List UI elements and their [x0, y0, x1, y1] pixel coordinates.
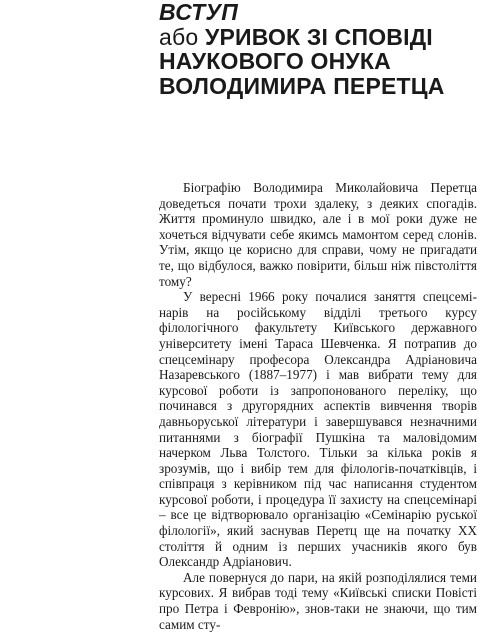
body-text [159, 180, 477, 632]
chapter-heading [159, 0, 479, 98]
paragraph: Але повернуся до пари, на якій розподілялися теми курсових. Я вибрав тоді тему «Київські списки Повісті про Петра і Февронію», знов-таки не знаючи, що тим самим сту- [159, 569, 477, 632]
subtitle-main: УРИВОК ЗІ СПОВІДІ [204, 23, 433, 50]
paragraph: Біографію Володимира Миколайовича Перетца доведеться почати трохи здалеку, з деяких спогадів. Життя проминуло швидко, але і в мої роки дуже не хочеться відчувати себе якимсь мамонтом серед слонів. Утім, якщо це корисно для справи, чому не пригадати те, що відбулося, важко повірити, більш ніж півстоліття тому? [159, 180, 477, 289]
paragraph: У вересні 1966 року почалися заняття спецсемінарів на російському відділі третього курсу філологічного факультету Київського державного університету імені Тараса Шевченка. Я потрапив до спецсемінару професора Олександра Адріановича Назаревського (1887–1977) і мав вибрати тему для курсової роботи із запропонованого переліку, що починався з другорядних аспектів вивчення творів давньоруської літератури і завершувався незначними питаннями з біографії Пушкіна та маловідомим начерком Льва Толстого. Тільки за кілька років я зрозумів, що і вибір тем для філологів-початківців, і співпраця з керівником під час написання студентом курсової роботи, і процедура її захисту на спецсемінарі – все це відтворювало організацію «Семінарію руської філології», який заснував Перетц ще на початку ХХ століття й одним із перших учасників якого був Олександр Адріанович. [159, 289, 477, 570]
chapter-title: ВСТУП [159, 0, 238, 25]
chapter-subtitle-line-2: НАУКОВОГО ОНУКА [159, 48, 391, 74]
chapter-subtitle-line-3: ВОЛОДИМИРА ПЕРЕТЦА [159, 72, 445, 99]
subtitle-prefix: або [159, 23, 205, 50]
chapter-subtitle-line-1 [159, 25, 479, 50]
